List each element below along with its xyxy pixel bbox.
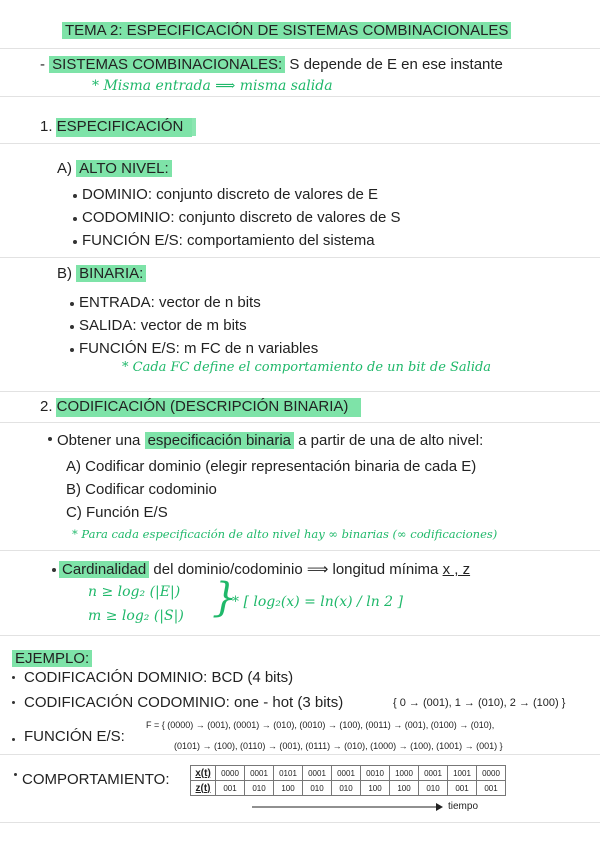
intro-line: [40, 56, 503, 73]
step-item: B) Codificar codominio: [66, 481, 217, 498]
formula-n: n ≥ log₂ (|E|): [88, 584, 181, 600]
ruled-line: [0, 257, 600, 258]
table-cell: 0010: [361, 766, 390, 781]
table-cell: 010: [303, 781, 332, 796]
table-cell: 0001: [332, 766, 361, 781]
bullet-icon: [73, 194, 77, 198]
cardinality-vars: x , z: [442, 561, 471, 578]
example-domain: CODIFICACIÓN DOMINIO: BCD (4 bits): [24, 669, 294, 686]
ruled-line: [0, 635, 600, 636]
ruled-line: [0, 143, 600, 144]
bullet-icon: [48, 437, 52, 441]
list-item: FUNCIÓN E/S: m FC de n variables: [79, 340, 319, 357]
example-heading: EJEMPLO:: [12, 650, 92, 667]
example-function-line1: F = { (0000) → (001), (0001) → (010), (0010) → (100), (0011) → (001), (0100) → (010),: [146, 720, 495, 730]
list-item: SALIDA: vector de m bits: [79, 317, 247, 334]
bullet-icon: [70, 302, 74, 306]
table-cell: 1001: [448, 766, 477, 781]
table-row: [191, 781, 506, 796]
bullet-icon: [70, 325, 74, 329]
formula-log: * [ log₂(x) = ln(x) / ln 2 ]: [232, 594, 403, 610]
brace-icon: }: [212, 575, 238, 621]
time-arrow-icon: [252, 802, 444, 812]
step-item: C) Función E/S: [66, 504, 168, 521]
table-cell: 001: [216, 781, 245, 796]
table-cell: 100: [274, 781, 303, 796]
section-2-heading: 2. CODIFICACIÓN (DESCRIPCIÓN BINARIA): [40, 398, 349, 415]
intro-dash: -: [40, 56, 45, 73]
table-cell: 0000: [477, 766, 506, 781]
example-codomain: CODIFICACIÓN CODOMINIO: one - hot (3 bits): [24, 694, 344, 711]
steps-note: * Para cada especificación de alto nivel hay ∞ binarias (∞ codificaciones): [72, 527, 498, 541]
table-cell: 1000: [390, 766, 419, 781]
list-item: CODOMINIO: conjunto discreto de valores de S: [82, 209, 401, 226]
bullet-icon: [12, 701, 15, 704]
list-item: DOMINIO: conjunto discreto de valores de E: [82, 186, 378, 203]
bullet-icon: [52, 568, 56, 572]
binaria-heading: B) BINARIA:: [57, 265, 146, 282]
binaria-label: BINARIA:: [76, 265, 146, 282]
table-cell: 100: [390, 781, 419, 796]
ruled-line: [0, 550, 600, 551]
intro-term: SISTEMAS COMBINACIONALES:: [49, 56, 285, 73]
table-cell: 0001: [419, 766, 448, 781]
bullet-icon: [70, 348, 74, 352]
list-item: ENTRADA: vector de n bits: [79, 294, 261, 311]
cardinality-line: Cardinalidad del dominio/codominio ⟹ longitud mínima x , z: [59, 560, 470, 578]
cardinality-highlight: Cardinalidad: [59, 561, 149, 578]
list-item: FUNCIÓN E/S: comportamiento del sistema: [82, 232, 375, 249]
table-row-head: z(t): [191, 781, 216, 796]
table-row: [191, 766, 506, 781]
formula-m: m ≥ log₂ (|S|): [88, 608, 184, 624]
table-cell: 100: [361, 781, 390, 796]
bullet-icon: [73, 240, 77, 244]
intro-rest: S depende de E en ese instante: [289, 56, 503, 73]
intro-note: * Misma entrada ⟹ misma salida: [92, 78, 333, 94]
table-cell: 010: [245, 781, 274, 796]
table-cell: 001: [448, 781, 477, 796]
table-cell: 001: [477, 781, 506, 796]
section-1-heading: 1. ESPECIFICACIÓN: [40, 118, 184, 135]
table-cell: 010: [332, 781, 361, 796]
example-codomain-map: { 0 → (001), 1 → (010), 2 → (100) }: [393, 697, 566, 709]
obtain-line: Obtener una especificación binaria a partir de una de alto nivel:: [57, 432, 484, 449]
bullet-icon: [12, 676, 15, 679]
ruled-line: [0, 754, 600, 755]
table-cell: 0001: [245, 766, 274, 781]
alto-nivel-label: ALTO NIVEL:: [76, 160, 171, 177]
behavior-table: [190, 765, 506, 796]
step-item: A) Codificar dominio (elegir representación binaria de cada E): [66, 458, 477, 475]
ruled-line: [0, 822, 600, 823]
table-cell: 0000: [216, 766, 245, 781]
table-cell: 010: [419, 781, 448, 796]
ruled-line: [0, 48, 600, 49]
bullet-icon: [14, 773, 17, 776]
bullet-icon: [12, 738, 15, 741]
table-row-head: x(t): [191, 766, 216, 781]
page-title: TEMA 2: ESPECIFICACIÓN DE SISTEMAS COMBINACIONALES: [62, 22, 511, 39]
table-cell: 0101: [274, 766, 303, 781]
example-function-line2: (0101) → (100), (0110) → (001), (0111) → (010), (1000) → (100), (1001) → (001) }: [174, 741, 503, 751]
alto-nivel-heading: A) ALTO NIVEL:: [57, 160, 172, 177]
binaria-note: * Cada FC define el comportamiento de un bit de Salida: [122, 360, 492, 375]
ruled-line: [0, 96, 600, 97]
table-cell: 0001: [303, 766, 332, 781]
bullet-icon: [73, 217, 77, 221]
example-function-label: FUNCIÓN E/S:: [24, 728, 125, 745]
ruled-line: [0, 391, 600, 392]
ruled-line: [0, 422, 600, 423]
time-label: tiempo: [448, 801, 479, 812]
example-behavior-label: COMPORTAMIENTO:: [22, 771, 170, 788]
obtain-highlight: especificación binaria: [145, 432, 294, 449]
